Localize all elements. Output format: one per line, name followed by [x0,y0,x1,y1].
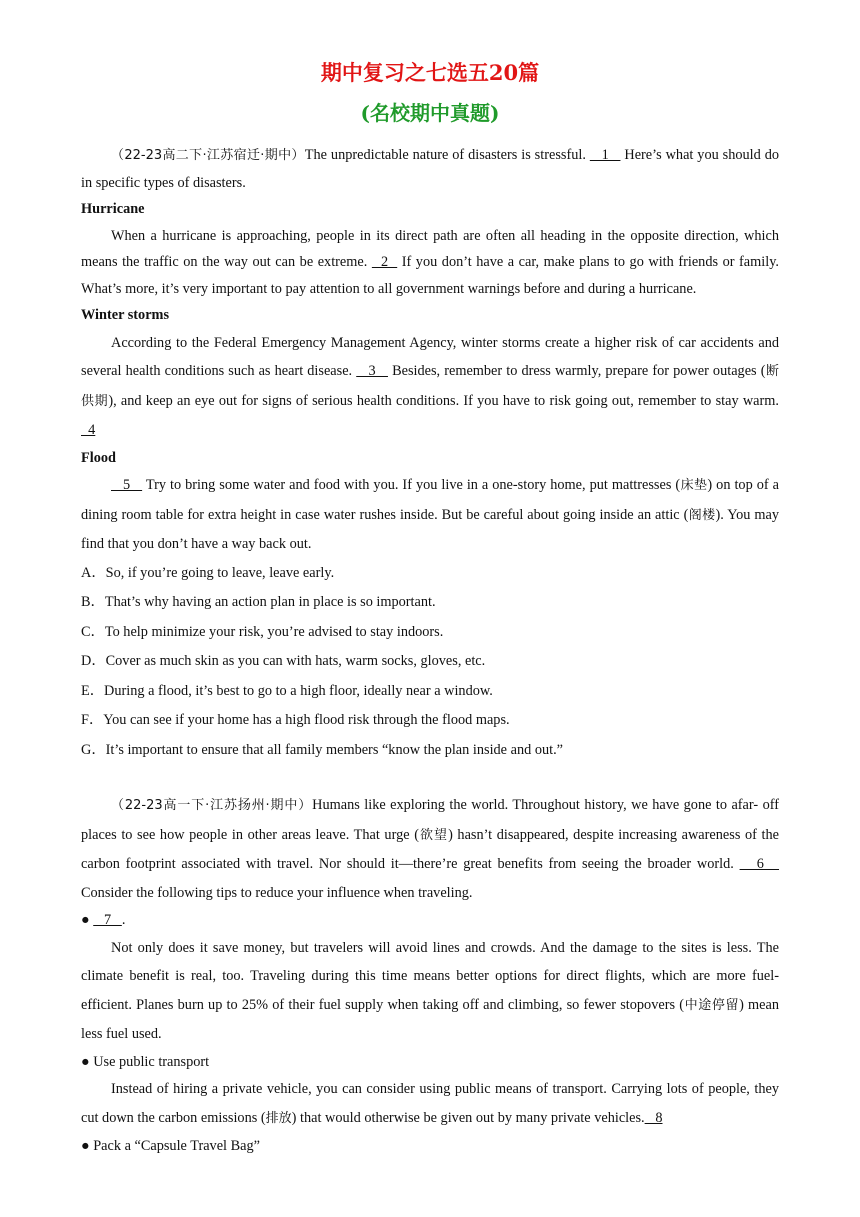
paragraph-7-text: Not only does it save money, but travelers will avoid lines and crowds. And the damage to the sites is less. The climate benefit is real, too. Traveling during this time means better options for direct flights, which are more fuel-efficient. Planes burn up to 25% of their fuel supply when taking off and climbing, so fewer stopovers ( [81,939,779,1013]
passage2-intro [81,791,779,907]
heading-flood: Flood [81,449,116,466]
blank-5: 5 [111,477,143,493]
passage1-intro-text-2: Here’s what you should do in specific types of disasters. [81,147,779,191]
transport-chinese-gloss: 排放 [265,1110,292,1126]
transport-text: Instead of hiring a private vehicle, you can consider using public means of transport. Carrying lots of people, they cut down the carbon emissions ( [81,1081,779,1126]
blank-6: 6 [739,856,780,872]
paragraph-7 [81,934,779,1049]
flood-text-3: ). You may find that you don’t have a way back out. [81,506,779,552]
flood-chinese-gloss-2: 阁楼 [688,507,716,523]
blank-7: 7 [93,912,122,928]
passage2-intro-text-3: Consider the following tips to reduce your influence when traveling. [81,884,473,901]
passage1-intro [81,142,779,196]
option-f: F．You can see if your home has a high flood risk through the flood maps. [81,712,510,728]
bullet-public-transport: ● Use public transport [81,1053,210,1070]
heading-winter-storms: Winter storms [81,307,170,323]
hurricane-text: When a hurricane is approaching, people in its direct path are often all heading in the opposite direction, which means the traffic on the way out can be extreme. [81,227,779,270]
option-b: B．That’s why having an action plan in place is so important. [81,594,436,610]
option-c: C．To help minimize your risk, you’re advised to stay indoors. [81,623,444,640]
passage1-intro-text: The unpredictable nature of disasters is stressful. [304,147,590,163]
flood-text-2: ) on top of a dining room table for extra height in case water rushes inside. But be careful about going inside an attic ( [81,477,779,523]
passage2-intro-text-2: ) hasn’t disappeared, despite increasing awareness of the carbon footprint associated with travel. Nor should it—there’re great benefits from seeing the broader world. [81,826,779,872]
winter-text-2: Besides, remember to dress warmly, prepare for power outages ( [387,363,766,379]
blank-3: 3 [356,363,388,379]
blank-2: 2 [371,254,398,270]
heading-hurricane: Hurricane [81,201,145,217]
paragraph-7-text-2: ) mean less fuel used. [81,996,779,1042]
passage2-chinese-gloss: 欲望 [418,827,449,843]
hurricane-paragraph [81,223,779,303]
blank-1: 1 [589,147,621,163]
paragraph-7-chinese-gloss: 中途停留 [683,997,740,1013]
document-page [81,56,779,1160]
blank-4: 4 [81,422,96,438]
blank-8: 8 [644,1109,663,1126]
page-subtitle: (名校期中真题) [360,101,500,125]
passage2-source: （22-23高一下·江苏扬州·期中） [111,798,313,813]
passage2-intro-text: Humans like exploring the world. Throughout history, we have gone to afar- off places to see how people in other areas leave. That urge ( [81,797,779,843]
option-e: E．During a flood, it’s best to go to a high floor, ideally near a window. [81,682,493,699]
transport-text-2: ) that would otherwise be given out by many private vehicles. [291,1109,645,1126]
winter-text-3: ), and keep an eye out for signs of serious health conditions. If you have to risk going out, remember to stay warm. [108,392,779,409]
bullet-7-dot: . [121,912,126,928]
winter-paragraph [81,329,779,445]
winter-text: According to the Federal Emergency Management Agency, winter storms create a higher risk of car accidents and several health conditions such as heart disease. [81,334,779,379]
bullet-icon: ● [81,912,94,928]
page-title: 期中复习之七选五20篇 [320,60,540,85]
flood-chinese-gloss-1: 床垫 [680,478,708,493]
winter-chinese-gloss: 断供期 [81,364,779,409]
transport-paragraph [81,1075,779,1133]
option-d: D．Cover as much skin as you can with hats, warm socks, gloves, etc. [81,653,486,669]
hurricane-text-2: If you don’t have a car, make plans to go with friends or family. What’s more, it’s very important to pay attention to all government warnings before and during a hurricane. [81,254,780,297]
flood-paragraph [81,471,779,559]
bullet-capsule-bag: ● Pack a “Capsule Travel Bag” [81,1138,260,1154]
option-a: A．So, if you’re going to leave, leave early. [81,564,335,581]
bullet-7 [81,907,779,934]
passage1-source: （22-23高二下·江苏宿迁·期中） [111,148,305,163]
section-divider [81,765,779,791]
option-g: G．It’s important to ensure that all family members “know the plan inside and out.” [81,741,564,758]
flood-text: Try to bring some water and food with you. If you live in a one-story home, put mattresses ( [142,477,681,493]
